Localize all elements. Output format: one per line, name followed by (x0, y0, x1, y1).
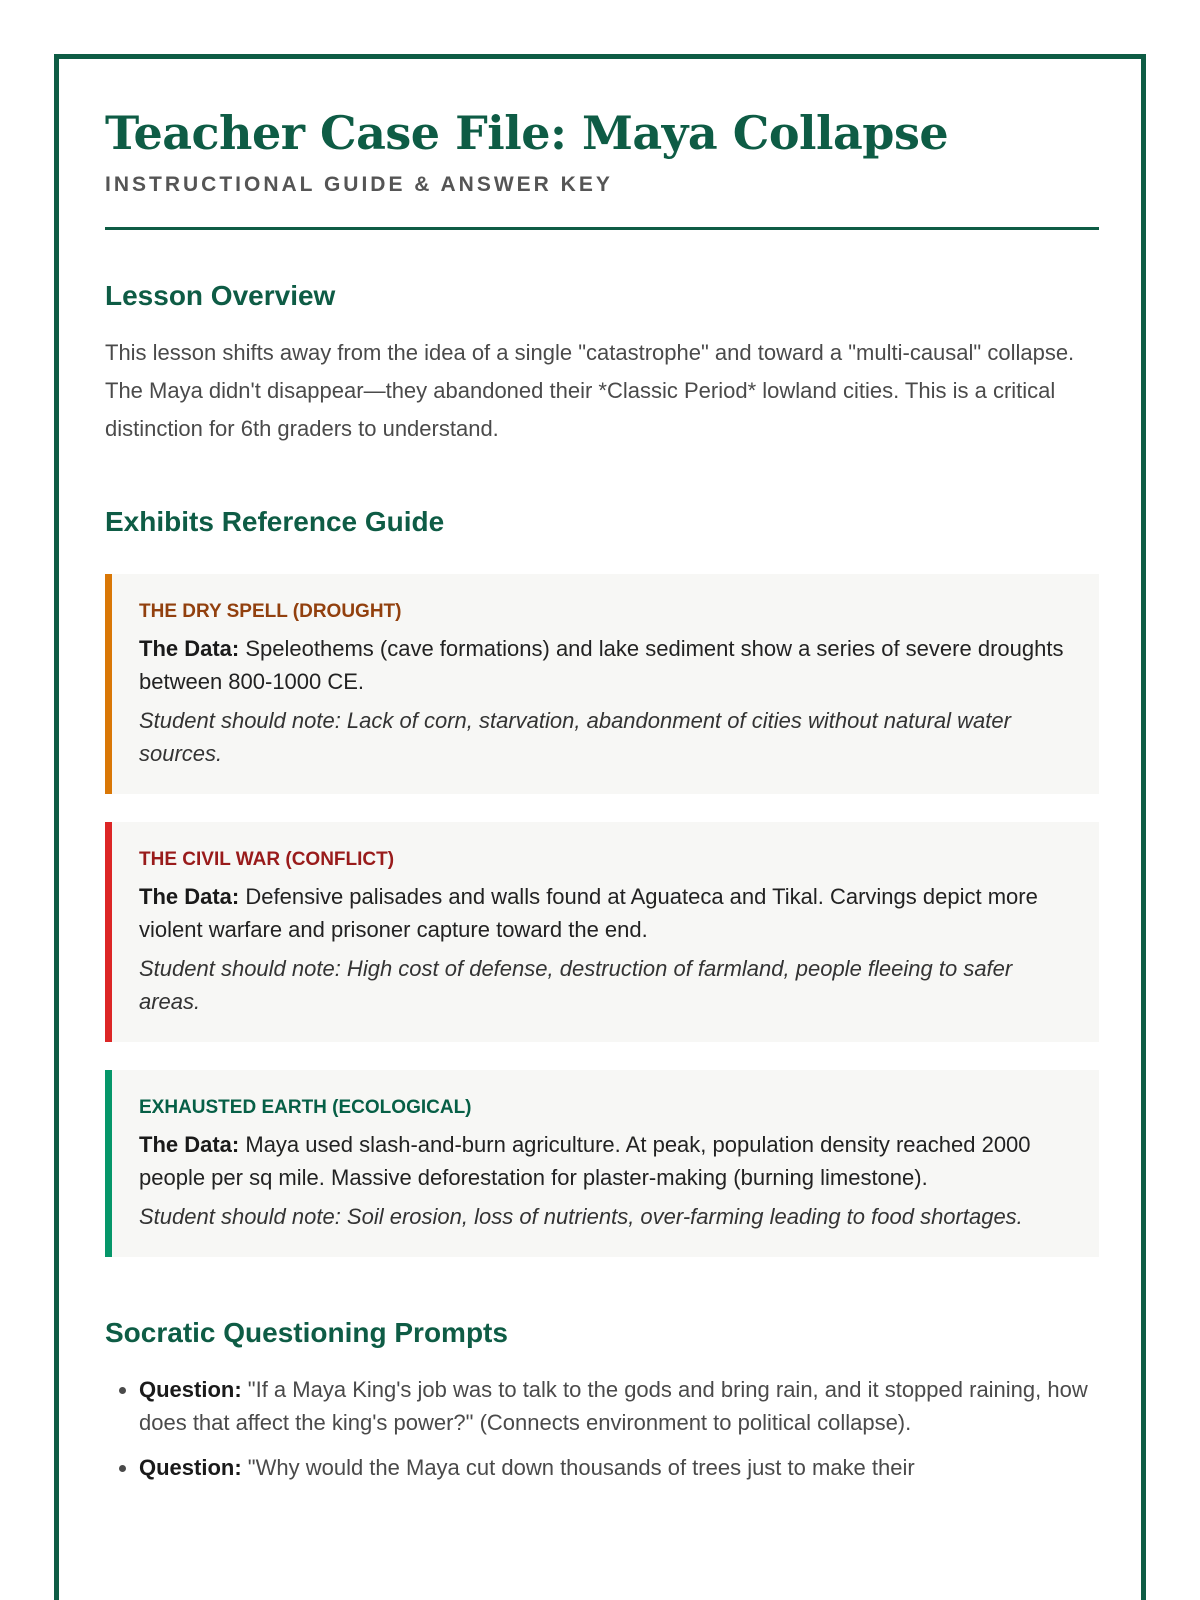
exhibit-data-text: Speleothems (cave formations) and lake sediment show a series of severe droughts between 800-1000 CE. (139, 636, 1064, 694)
exhibit-drought (105, 574, 1099, 794)
exhibit-data-label: The Data: (139, 1132, 240, 1157)
exhibit-data-label: The Data: (139, 884, 240, 909)
exhibit-data (139, 632, 1069, 698)
exhibit-ecological (105, 1070, 1099, 1257)
lesson-overview-text: This lesson shifts away from the idea of a single "catastrophe" and toward a "multi-causal" collapse. The Maya didn't disappear—they abandoned their *Classic Period* lowland cities. This is a critical distinction for 6th graders to understand. (105, 340, 1075, 441)
card-content (105, 103, 1099, 1496)
question-label: Question: (139, 1377, 242, 1402)
list-item (139, 1451, 1099, 1484)
exhibit-data (139, 1128, 1069, 1194)
question-text: "If a Maya King's job was to talk to the gods and bring rain, and it stopped raining, how does that affect the king's power?" (Connects environment to political collapse). (139, 1377, 1088, 1435)
page-title: Teacher Case File: Maya Collapse (105, 106, 949, 160)
socratic-heading: Socratic Questioning Prompts (105, 1317, 508, 1348)
exhibit-student-note: Student should note: High cost of defense, destruction of farmland, people fleeing to safer areas. (139, 956, 1013, 1014)
exhibit-student-note: Student should note: Soil erosion, loss of nutrients, over-farming leading to food shortages. (139, 1204, 1023, 1229)
case-file-card (54, 54, 1146, 1600)
exhibits-heading: Exhibits Reference Guide (105, 506, 445, 537)
exhibit-title: THE DRY SPELL (DROUGHT) (139, 601, 402, 622)
exhibit-title: THE CIVIL WAR (CONFLICT) (139, 849, 395, 870)
exhibit-data-text: Defensive palisades and walls found at Aguateca and Tikal. Carvings depict more violent warfare and prisoner capture toward the end. (139, 884, 1038, 942)
exhibit-conflict (105, 822, 1099, 1042)
header-divider (105, 227, 1099, 230)
list-item (139, 1373, 1099, 1439)
page-subtitle: INSTRUCTIONAL GUIDE & ANSWER KEY (105, 173, 613, 196)
lesson-overview-heading: Lesson Overview (105, 280, 336, 311)
question-label: Question: (139, 1455, 242, 1480)
exhibit-data-text: Maya used slash-and-burn agriculture. At peak, population density reached 2000 people per sq mile. Massive deforestation for plaster-making (burning limestone). (139, 1132, 1031, 1190)
socratic-question-list (105, 1373, 1099, 1484)
exhibit-data (139, 880, 1069, 946)
question-text: "Why would the Maya cut down thousands of trees just to make their (241, 1455, 915, 1480)
exhibit-student-note: Student should note: Lack of corn, starvation, abandonment of cities without natural water sources. (139, 708, 1011, 766)
exhibit-title: EXHAUSTED EARTH (ECOLOGICAL) (139, 1097, 472, 1118)
exhibit-data-label: The Data: (139, 636, 240, 661)
